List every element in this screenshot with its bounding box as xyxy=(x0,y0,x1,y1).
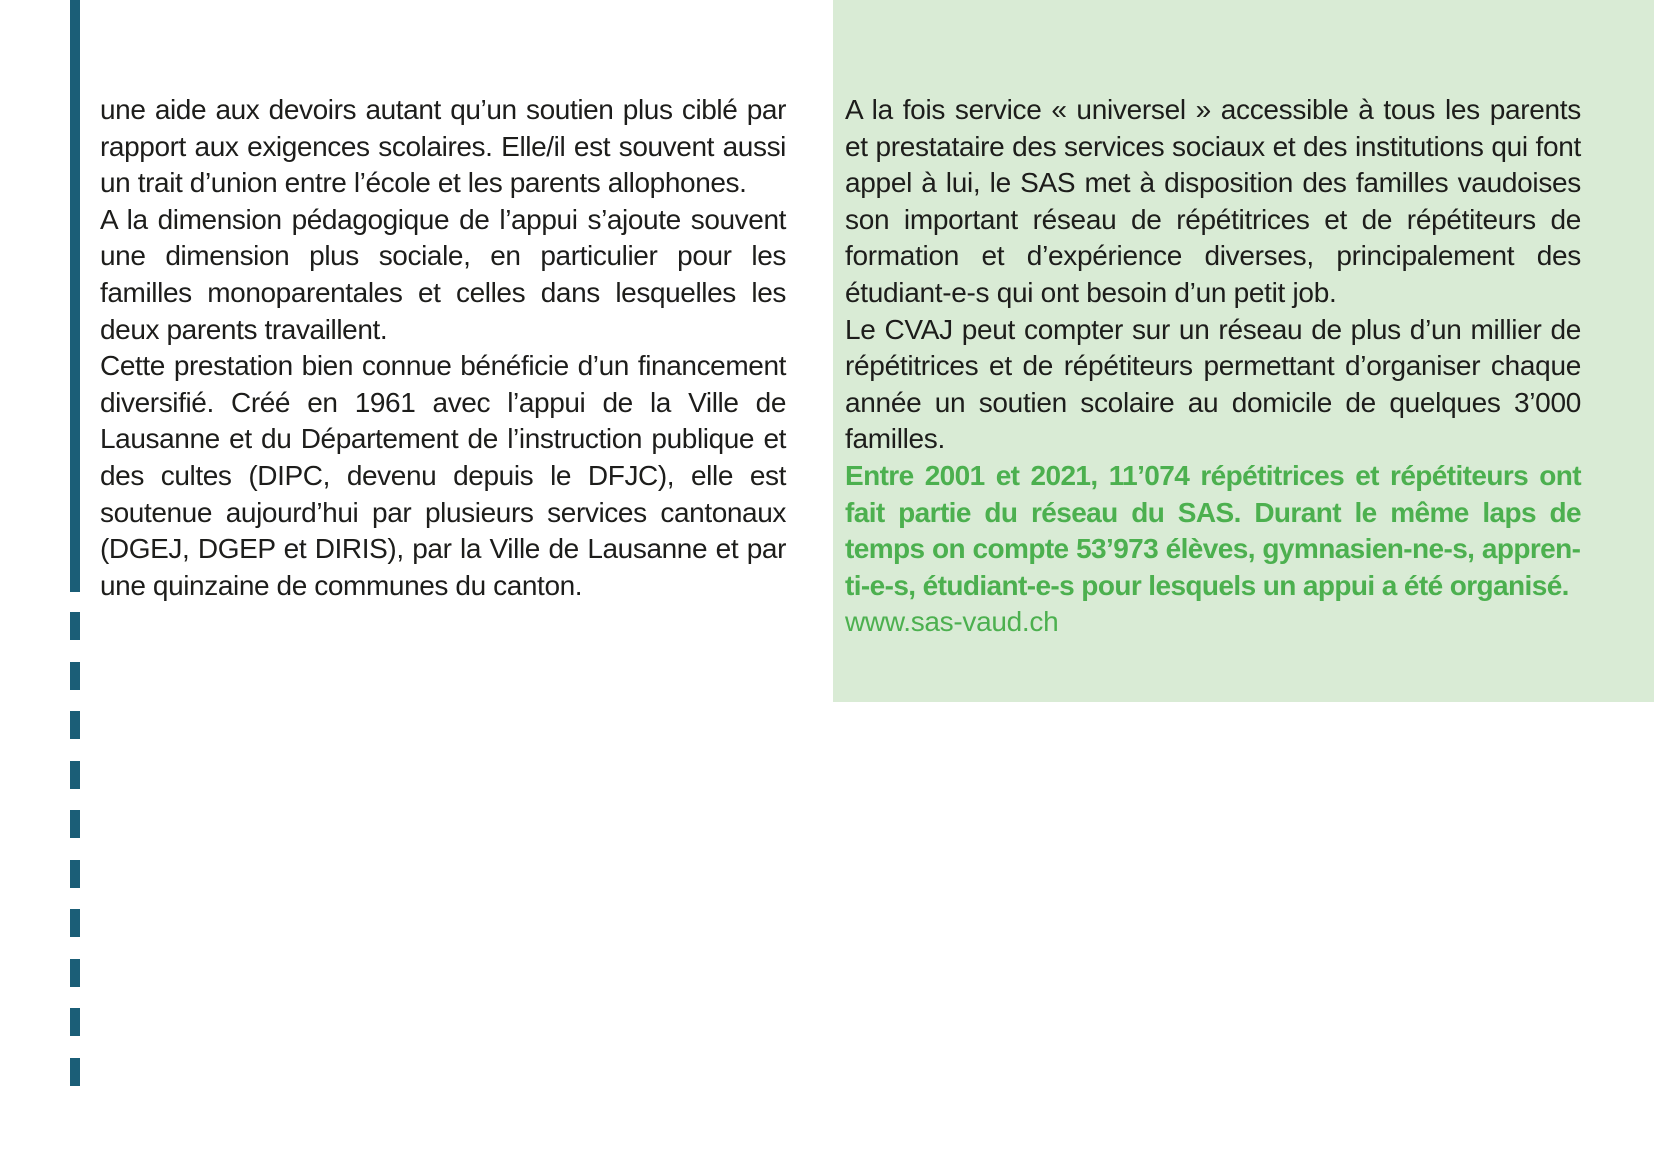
paragraph: A la fois service « universel » accessible à tous les parents et prestataire des services sociaux et des institutions qui font appel à lui, le SAS met à disposition des familles vaudoises son important réseau de répétitrices et de répétiteurs de formation et d’expérience diverses, principalement des étudiant-e-s qui ont besoin d’un petit job. xyxy=(845,94,1581,308)
margin-dash xyxy=(70,662,80,690)
margin-dash xyxy=(70,860,80,888)
margin-dash xyxy=(70,810,80,838)
left-text-column xyxy=(100,92,786,604)
margin-dash xyxy=(70,909,80,937)
paragraph: Cette prestation bien connue bénéficie d’un financement diversifié. Créé en 1961 avec l’appui de la Ville de Lausanne et du Département de l’instruction publique et des cultes (DIPC, devenu depuis le DFJC), elle est soutenue aujourd’hui par plusieurs services cantonaux (DGEJ, DGEP et DIRIS), par la Ville de Lausanne et par une quinzaine de communes du canton. xyxy=(100,350,786,601)
margin-dash xyxy=(70,711,80,739)
info-panel-text xyxy=(845,92,1581,641)
margin-dash xyxy=(70,612,80,640)
margin-dash xyxy=(70,761,80,789)
margin-dash xyxy=(70,1008,80,1036)
margin-dash xyxy=(70,1058,80,1086)
margin-dash xyxy=(70,959,80,987)
info-panel xyxy=(833,0,1654,702)
margin-bar xyxy=(70,0,80,592)
paragraph: une aide aux devoirs autant qu’un soutien plus ciblé par rapport aux exigences scolaires. Elle/il est souvent aussi un trait d’union entre l’école et les parents allophones. xyxy=(100,94,786,199)
website-link[interactable]: www.sas-vaud.ch xyxy=(845,606,1059,638)
highlight-statistic: Entre 2001 et 2021, 11’074 répétitrices et répétiteurs ont fait partie du réseau du SAS. Durant le même laps de temps on compte 53’973 élèves, gymnasien-ne-s, apprenti-e-s, étudiant-e-s pour lesquels un appui a été organisé. xyxy=(845,459,1581,601)
paragraph: Le CVAJ peut compter sur un réseau de plus d’un millier de répétitrices et de répétiteurs permettant d’organiser chaque année un soutien scolaire au domicile de quelques 3’000 familles. xyxy=(845,313,1581,455)
paragraph: A la dimension pédagogique de l’appui s’ajoute souvent une dimension plus sociale, en particulier pour les familles monoparentales et celles dans lesquelles les deux parents travaillent. xyxy=(100,203,786,345)
